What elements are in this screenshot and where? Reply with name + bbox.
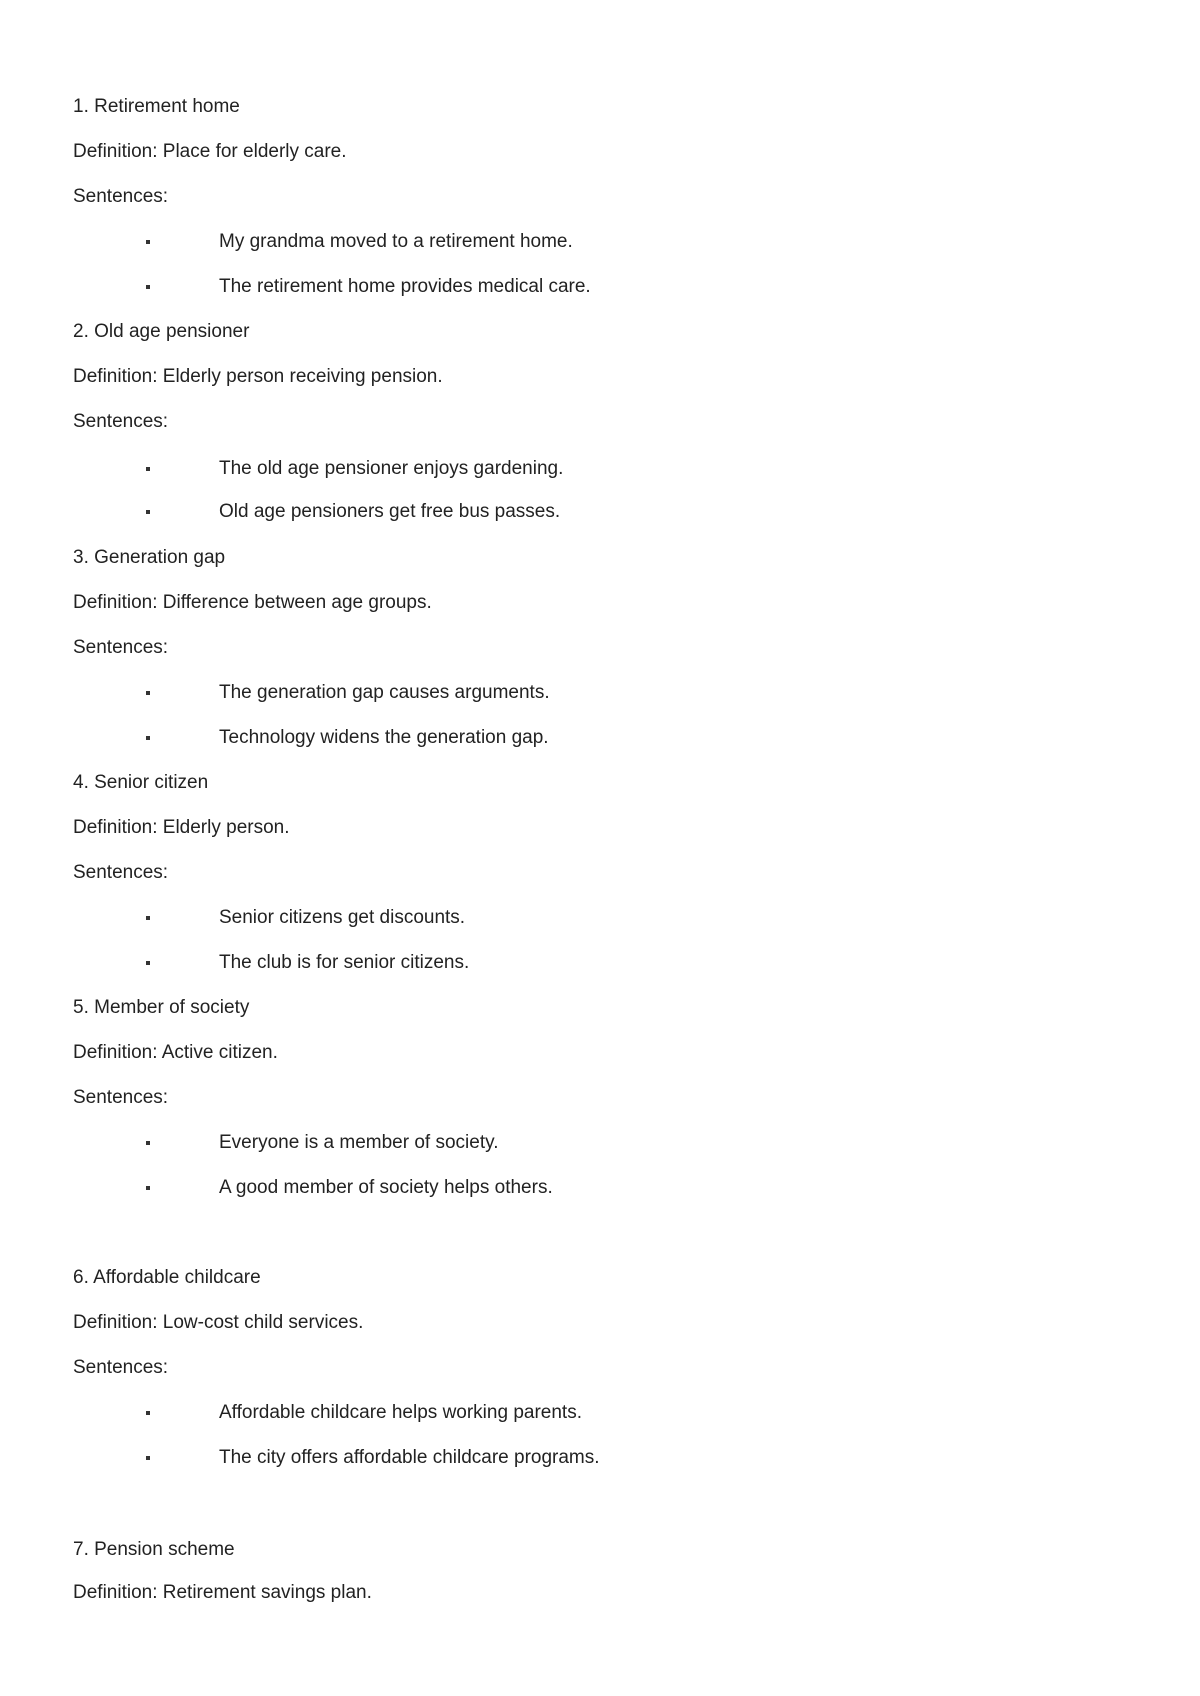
entry-heading: 2. Old age pensioner [73, 321, 250, 342]
bullet-icon [146, 1141, 150, 1145]
sentences-label: Sentences: [73, 862, 169, 883]
bullet-icon [146, 961, 150, 965]
entry-heading: 6. Affordable childcare [73, 1267, 261, 1288]
list-item [0, 907, 1200, 929]
bullet-icon [146, 1411, 150, 1415]
bullet-icon [146, 467, 150, 471]
list-item [0, 1402, 1200, 1424]
example-sentence: The generation gap causes arguments. [219, 682, 550, 703]
bullet-icon [146, 510, 150, 514]
bullet-icon [146, 736, 150, 740]
list-item [0, 458, 1200, 480]
entry-definition: Definition: Elderly person receiving pension. [73, 366, 443, 387]
entry-heading: 5. Member of society [73, 997, 250, 1018]
entry-definition: Definition: Retirement savings plan. [73, 1582, 372, 1603]
bullet-icon [146, 1456, 150, 1460]
entry-definition: Definition: Low-cost child services. [73, 1312, 364, 1333]
list-item [0, 727, 1200, 749]
list-item [0, 1447, 1200, 1469]
example-sentence: Technology widens the generation gap. [219, 727, 549, 748]
bullet-icon [146, 1186, 150, 1190]
example-sentence: Affordable childcare helps working parents. [219, 1402, 582, 1423]
entry-definition: Definition: Elderly person. [73, 817, 290, 838]
bullet-icon [146, 916, 150, 920]
example-sentence: A good member of society helps others. [219, 1177, 553, 1198]
entry-heading: 7. Pension scheme [73, 1539, 235, 1560]
entry-definition: Definition: Place for elderly care. [73, 141, 347, 162]
list-item [0, 1132, 1200, 1154]
bullet-icon [146, 240, 150, 244]
list-item [0, 682, 1200, 704]
sentences-label: Sentences: [73, 186, 169, 207]
entry-definition: Definition: Active citizen. [73, 1042, 278, 1063]
bullet-icon [146, 691, 150, 695]
example-sentence: My grandma moved to a retirement home. [219, 231, 573, 252]
example-sentence: The city offers affordable childcare programs. [219, 1447, 600, 1468]
list-item [0, 952, 1200, 974]
entry-heading: 1. Retirement home [73, 96, 240, 117]
list-item [0, 276, 1200, 298]
example-sentence: The club is for senior citizens. [219, 952, 470, 973]
list-item [0, 1177, 1200, 1199]
sentences-label: Sentences: [73, 1087, 169, 1108]
entry-definition: Definition: Difference between age groups. [73, 592, 432, 613]
example-sentence: The retirement home provides medical care. [219, 276, 591, 297]
entry-heading: 3. Generation gap [73, 547, 226, 568]
example-sentence: Old age pensioners get free bus passes. [219, 501, 561, 522]
sentences-label: Sentences: [73, 1357, 169, 1378]
entry-heading: 4. Senior citizen [73, 772, 209, 793]
example-sentence: Everyone is a member of society. [219, 1132, 499, 1153]
sentences-label: Sentences: [73, 637, 169, 658]
example-sentence: Senior citizens get discounts. [219, 907, 466, 928]
list-item [0, 231, 1200, 253]
bullet-icon [146, 285, 150, 289]
list-item [0, 501, 1200, 523]
example-sentence: The old age pensioner enjoys gardening. [219, 458, 564, 479]
sentences-label: Sentences: [73, 411, 169, 432]
